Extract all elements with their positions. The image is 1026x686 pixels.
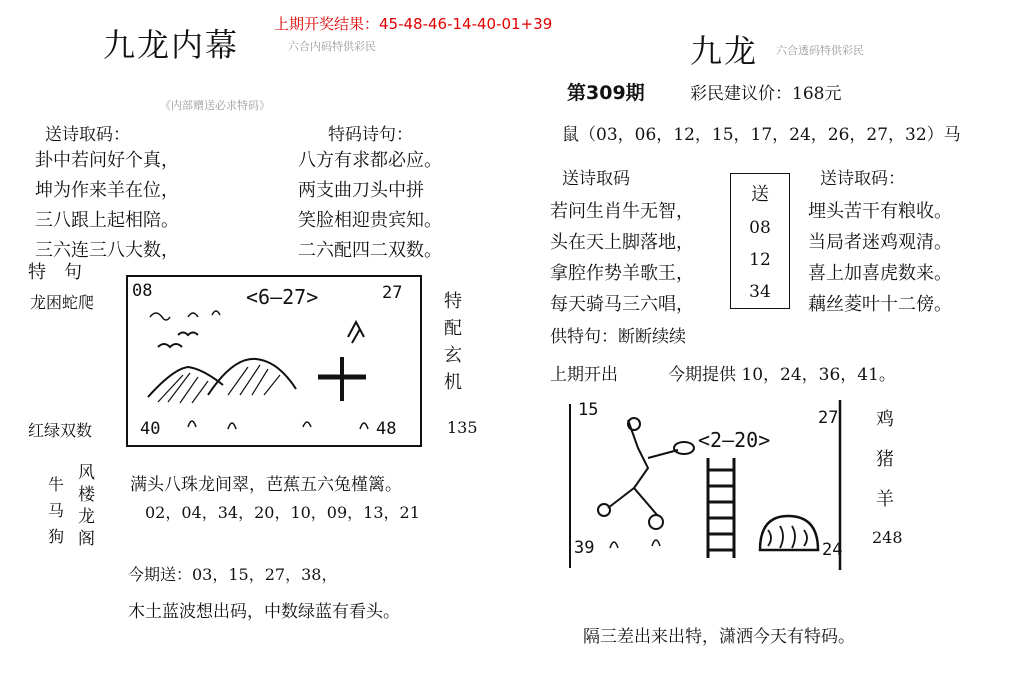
- left-picture-box: [126, 275, 422, 447]
- poem-line: 当局者迷鸡观清。: [808, 232, 952, 253]
- pic-top-right-number: 27: [818, 408, 839, 428]
- fenglou-char: 楼: [78, 485, 95, 505]
- zodiac-column: [48, 472, 64, 550]
- book-line: 《内部赠送必求特码》: [160, 99, 270, 112]
- provide-numbers: 今期提供 10，24，36，41。: [668, 365, 896, 385]
- poem-line: 坤为作来羊在位，: [35, 180, 179, 201]
- special-side-column: [444, 288, 462, 396]
- pic-bottom-left-number: 39: [574, 538, 595, 558]
- last-draw-numbers: 45-48-46-14-40-01+39: [379, 15, 553, 33]
- right-side-number: 248: [872, 528, 903, 547]
- right-sketch-drawing: [568, 398, 858, 572]
- left-bottom-line: 木土蓝波想出码，中数绿蓝有看头。: [128, 602, 400, 622]
- right-bottom-line: 隔三差出来出特，潇洒今天有特码。: [583, 627, 855, 647]
- fenglou-char: 风: [78, 463, 95, 483]
- poem-line: 每天骑马三六唱，: [550, 294, 694, 315]
- pic-range: <2—20>: [698, 428, 771, 452]
- right-poem-a-heading: 送诗取码: [562, 169, 630, 189]
- left-verse-numbers: 02，04，34，20，10，09，13，21: [145, 503, 420, 522]
- left-subtitle: 六合内码特供彩民: [288, 40, 376, 53]
- last-draw-notice: [274, 13, 552, 34]
- left-poem-b-heading: 特码诗句：: [328, 125, 413, 145]
- side-animal: 鸡: [876, 409, 894, 430]
- poem-line: 笑脸相迎贵宾知。: [298, 210, 442, 231]
- red-green-label: 红绿双数: [28, 421, 93, 440]
- right-title: 九龙: [690, 32, 759, 70]
- send-box-label: 送: [751, 184, 769, 205]
- pic-range: <6—27>: [246, 285, 319, 309]
- right-poem-a: [550, 196, 694, 320]
- special-sentence: 供特句：断断续续: [550, 327, 686, 347]
- last-draw-label: 上期开奖结果：: [274, 15, 380, 33]
- price-line: 彩民建议价：168元: [690, 84, 842, 104]
- left-poem-a: [35, 146, 179, 266]
- poem-line: 二六配四二双数。: [298, 240, 442, 261]
- poem-line: 拿腔作势羊歌王，: [550, 263, 694, 284]
- poem-line: 头在天上脚落地，: [550, 232, 694, 253]
- left-side-number: 135: [447, 418, 478, 437]
- rat-horse-line: 鼠（03，06，12，15，17，24，26，27，32）马: [562, 125, 961, 145]
- poem-line: 藕丝菱叶十二傍。: [808, 294, 952, 315]
- poem-line: 若问生肖牛无智，: [550, 201, 694, 222]
- poem-line: 喜上加喜虎数来。: [808, 263, 952, 284]
- pic-top-left-number: 08: [132, 281, 153, 301]
- left-title: 九龙内幕: [103, 26, 240, 64]
- pic-bottom-left-number: 40: [140, 419, 161, 439]
- right-subtitle: 六合透码特供彩民: [776, 44, 864, 57]
- fenglou-char: 阁: [78, 529, 95, 549]
- pic-bottom-right-number: 48: [376, 419, 397, 439]
- left-poem-a-heading: 送诗取码：: [45, 125, 130, 145]
- zodiac-char: 马: [48, 501, 65, 520]
- poem-line: 三八跟上起相陪。: [35, 210, 179, 231]
- send-box-number: 34: [749, 282, 771, 302]
- side-char: 玄: [444, 345, 462, 366]
- side-animal: 羊: [876, 489, 894, 510]
- side-animal: 猪: [876, 449, 894, 470]
- issue-number: 第309期: [567, 82, 645, 104]
- right-poem-b-heading: 送诗取码：: [820, 169, 905, 189]
- poem-line: 八方有求都必应。: [298, 150, 442, 171]
- fenglou-char: 龙: [78, 507, 95, 527]
- today-send-line: 今期送：03，15，27，38，: [128, 565, 338, 584]
- pic-bottom-right-number: 24: [822, 540, 843, 560]
- fenglou-column: [78, 462, 95, 550]
- side-char: 配: [444, 318, 462, 339]
- poem-line: 卦中若问好个真，: [35, 150, 179, 171]
- poem-line: 三六连三八大数，: [35, 240, 179, 261]
- dragon-snake-label: 龙困蛇爬: [30, 293, 95, 312]
- right-poem-b: [808, 196, 952, 320]
- tejv-label: 特 句: [28, 262, 82, 283]
- pic-top-left-number: 15: [578, 400, 599, 420]
- side-char: 特: [444, 291, 462, 312]
- zodiac-char: 牛: [48, 475, 65, 494]
- side-char: 机: [444, 372, 462, 393]
- last-issue-label: 上期开出: [550, 365, 618, 385]
- pic-top-right-number: 27: [382, 283, 403, 303]
- send-box-number: 12: [749, 250, 771, 270]
- send-box: [730, 173, 790, 309]
- send-box-number: 08: [749, 218, 771, 238]
- right-picture-area: [568, 398, 858, 572]
- poem-line: 埋头苦干有粮收。: [808, 201, 952, 222]
- left-poem-b: [298, 146, 442, 266]
- poem-line: 两支曲刀头中拼: [298, 180, 424, 201]
- right-side-animals: [876, 400, 894, 520]
- left-verse: 满头八珠龙间翠，芭蕉五六兔槿篱。: [130, 475, 402, 495]
- zodiac-char: 狗: [48, 527, 65, 546]
